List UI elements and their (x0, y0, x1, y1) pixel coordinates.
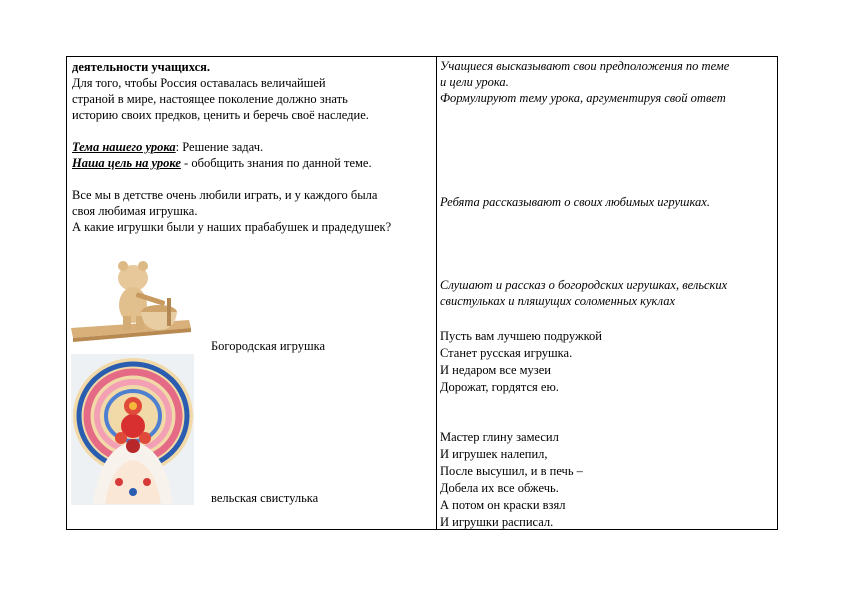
teacher-activity-column (72, 59, 432, 235)
caption-whistle: вельская свистулька (211, 491, 319, 505)
column-divider (436, 57, 437, 529)
poem-1 (440, 328, 602, 396)
caption-bogorodsk: Богородская игрушка (211, 339, 326, 353)
p1-line: Учащиеся высказывают свои предположения по теме (440, 59, 730, 73)
poem-line: Пусть вам лучшею подружкой (440, 329, 602, 343)
goal-label: Наша цель на уроке (72, 156, 181, 170)
topic-label: Тема нашего урока (72, 140, 176, 154)
intro-line: историю своих предков, ценить и беречь своё наследие. (72, 108, 369, 122)
intro-line: страной в мире, настоящее поколение должно знать (72, 92, 348, 106)
students-activity-p3: Ребята рассказывают о своих любимых игрушках. (440, 195, 710, 209)
question-line: своя любимая игрушка. (72, 204, 198, 218)
bogorodsk-toy-image (71, 250, 191, 345)
velsk-whistle-image (71, 354, 194, 505)
goal-value: - обобщить знания по данной теме. (180, 156, 372, 170)
question-line: А какие игрушки были у наших прабабушек и прадедушек? (72, 220, 392, 234)
p2-line: Формулируют тему урока, аргументируя свой ответ (440, 91, 726, 105)
intro-line: Для того, чтобы Россия оставалась величайшей (72, 76, 326, 90)
poem-line: Дорожат, гордятся ею. (440, 380, 559, 394)
poem-line: После высушил, и в печь – (440, 464, 583, 478)
poem-line: И игрушек налепил, (440, 447, 548, 461)
question-line: Все мы в детстве очень любили играть, и у каждого была (72, 188, 378, 202)
students-activity-p4 (440, 277, 727, 309)
poem-2 (440, 429, 583, 531)
p4-line: Слушают и рассказ о богородских игрушках, вельских (440, 278, 728, 292)
students-activity-p1 (440, 58, 729, 106)
topic-value: : Решение задач. (175, 140, 264, 154)
poem-line: Станет русская игрушка. (440, 346, 573, 360)
poem-line: И недаром все музеи (440, 363, 551, 377)
poem-line: И игрушки расписал. (440, 515, 554, 529)
lesson-topic (72, 139, 432, 155)
column-heading: деятельности учащихся. (72, 60, 211, 74)
poem-line: Мастер глину замесил (440, 430, 559, 444)
p4-line: свистульках и пляшущих соломенных куклах (440, 294, 676, 308)
p1-line: и цели урока. (440, 75, 509, 89)
lesson-table (66, 56, 778, 530)
poem-line: А потом он краски взял (440, 498, 566, 512)
lesson-goal (72, 155, 432, 171)
poem-line: Добела их все обжечь. (440, 481, 559, 495)
